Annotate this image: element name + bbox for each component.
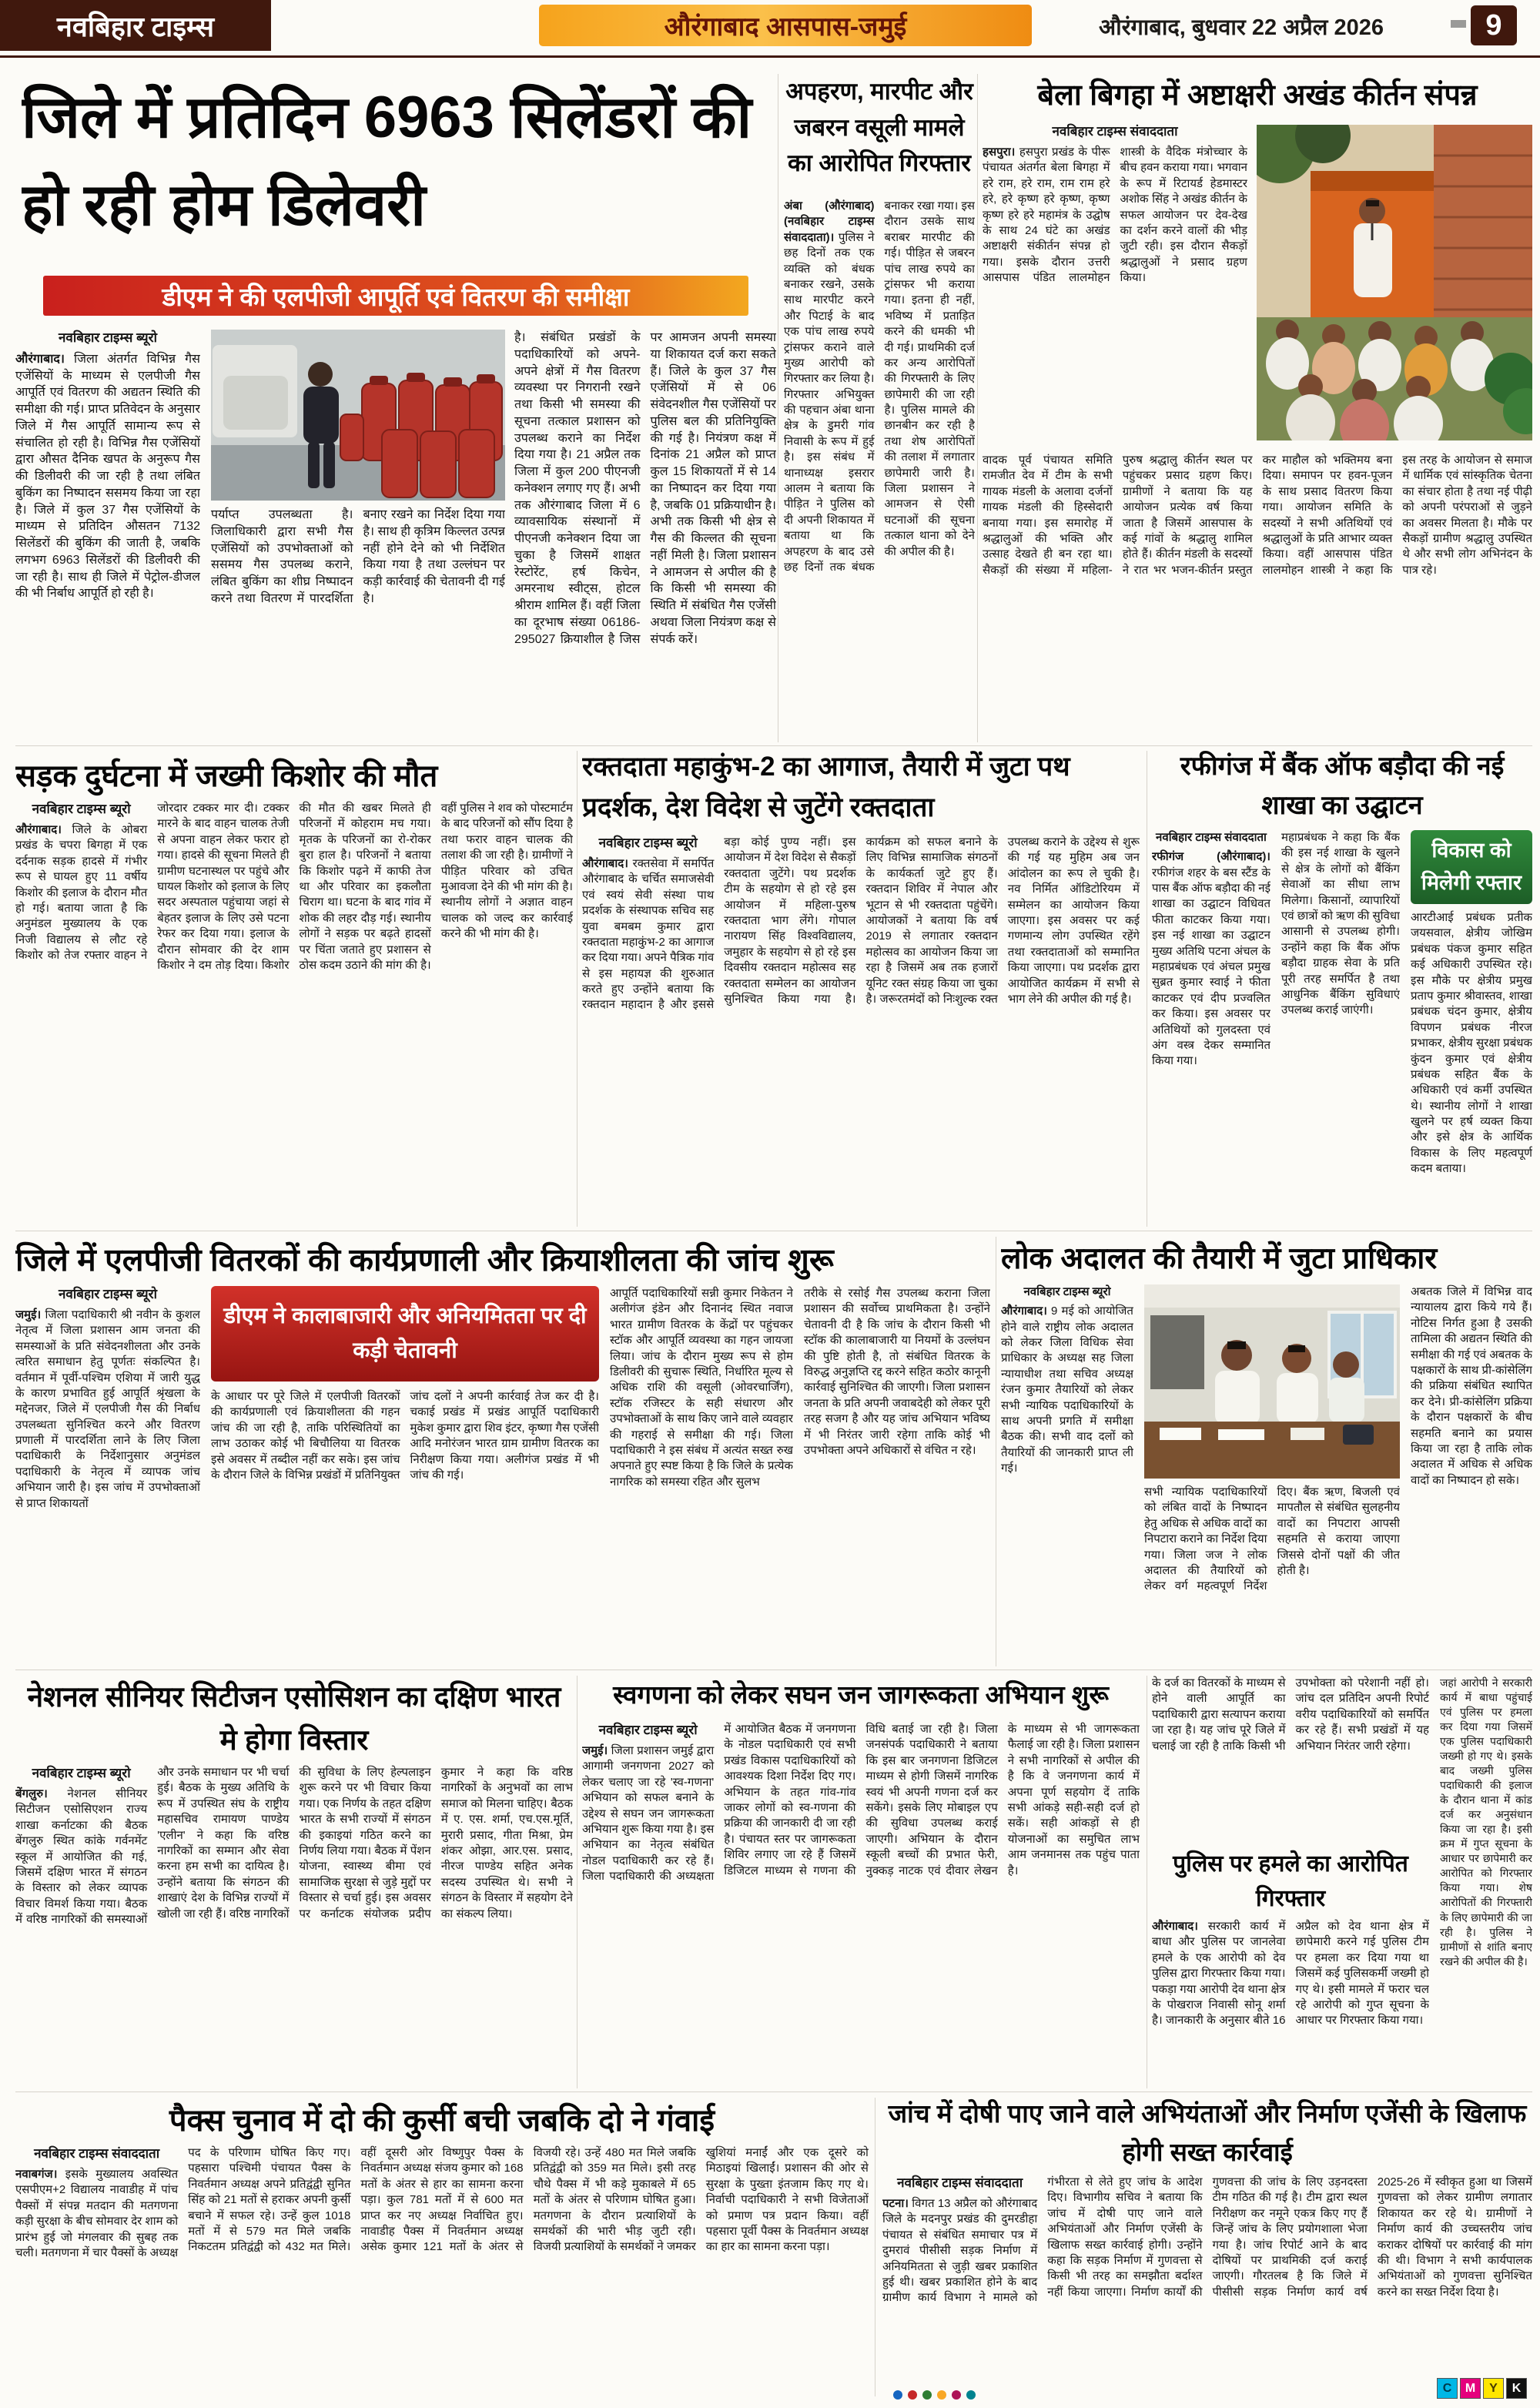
article-kidnap-body-text: पुलिस ने छह दिनों तक एक व्यक्ति को बंधक बनाकर रखने, उसके साथ मारपीट करने और पिटाई के बाद एक पांच लाख रुपये ट्रांसफर कराने वाले मुख्य आरोपी को गिरफ्तार कर लिया है। गिरफ्तार अभियुक्त की पहचान अंबा थाना क्षेत्र के डुमरी गांव निवासी के रूप में हुई है। इस संबंध में थानाध्यक्ष इसरार आलम ने बताया कि पीड़ित ने पुलिस को दी अपनी शिकायत में बताया था कि अपहरण के बाद उसे छह दिनों तक बंधक बनाकर रखा गया। इस दौरान उसके साथ बराबर मारपीट की गई। पीड़ित से जबरन पांच लाख रुपये का ट्रांसफर भी कराया गया। इतना ही नहीं, भविष्य में प्रताड़ित करने की धमकी भी दी गई। प्राथमिकी दर्ज कर अन्य आरोपितों की गिरफ्तारी के लिए छापेमारी की जा रही है। पुलिस मामले की छानबीन कर रही है तथा शेष आरोपितों की तलाश में लगातार छापेमारी जारी है। जिला प्रशासन ने आमजन से ऐसी घटनाओं की सूचना तत्काल थाना को देने की अपील की है। (784, 199, 975, 574)
article-inspection-headline: जिले में एलपीजी वितरकों की कार्यप्रणाली और क्रियाशीलता की जांच शुरू (15, 1242, 834, 1278)
page-number-tick (1451, 20, 1466, 28)
cmyk-registration-marks (1437, 2378, 1527, 2399)
page-number-text: 9 (1485, 8, 1502, 42)
cmyk-k: K (1506, 2378, 1527, 2399)
article-inspection-mid (211, 1286, 599, 1666)
article-inspection-byline: नवबिहार टाइम्स ब्यूरो (58, 1287, 158, 1301)
divider (577, 751, 578, 1227)
article-inspection-body-1-text: जिला पदाधिकारी श्री नवीन के कुशल नेतृत्व में जिला प्रशासन आम जनता की समस्याओं के प्रति संवेदनशीलता और उनके त्वरित समाधान हेतु पूर्णतः संकल्पित है। वर्तमान में पूर्वी-पश्चिम एशिया में जारी युद्ध के कारण प्रभावित हुई आपूर्ति श्रृंखला के मद्देनजर, जिले में एलपीजी गैस की निर्बाध उपलब्धता सुनिश्चित करने और वितरण प्रणाली में पारदर्शिता लाने के लिए जिला पदाधिकारी के निर्देशानुसार अनुमंडल पदाधिकारी के नेतृत्व में व्यापक जांच अभियान जारी है। इस जांच में उपभोक्ताओं से प्राप्त शिकायतों (15, 1308, 200, 1510)
article-senior-body-text: नेशनल सीनियर सिटीजन एसोसिएशन राज्य शाखा कर्नाटका की बैठक बेंगलुरु स्थित कांके गर्वनमेंट स्कूल में आयोजित की गई, जिसमें दक्षिण भारत में संगठन के विस्तार को लेकर व्यापक विचार विमर्श किया गया। बैठक में वरिष्ठ नागरिकों की समस्याओं और उनके समाधान पर भी चर्चा हुई। बैठक के मुख्य अतिथि के रूप में उपस्थित संघ के राष्ट्रीय महासचिव रामायण पाण्डेय 'एलीन' ने कहा कि वरिष्ठ नागरिकों का सम्मान और सेवा करना हम सभी का दायित्व है। उन्होंने बताया कि संगठन की शाखाएं देश के विभिन्न राज्यों में खोली जा रही हैं। वरिष्ठ नागरिकों की सुविधा के लिए हेल्पलाइन शुरू करने पर भी विचार किया गया। एक निर्णय के तहत दक्षिण भारत के सभी राज्यों में संगठन की इकाइयां गठित करने का निर्णय लिया गया। बैठक में पेंशन योजना, स्वास्थ्य बीमा एवं सामाजिक सुरक्षा से जुड़े मुद्दों पर विस्तार से चर्चा हुई। इस अवसर पर कर्नाटक संयोजक प्रदीप कुमार ने कहा कि वरिष्ठ नागरिकों के अनुभवों का लाभ समाज को मिलना चाहिए। बैठक में ए. एस. शर्मा, एच.एस.मूर्ति, मुरारी प्रसाद, गीता मिश्रा, प्रेम शंकर ओझा, आर.एस. प्रसाद, नीरज पाण्डेय सहित अनेक सदस्य उपस्थित थे। सभी ने संगठन के विस्तार में सहयोग देने का संकल्प लिया। (15, 1766, 573, 1927)
article-road-body (882, 2175, 1532, 2396)
article-blood-byline: नवबिहार टाइम्स ब्यूरो (598, 836, 698, 850)
article-inspection-body-4 (804, 1286, 990, 1666)
article-bank-body-3-text: आरटीआई प्रबंधक प्रतीक जयसवाल, क्षेत्रीय जोखिम प्रबंधक पंकज कुमार सहित कई अधिकारी उपस्थित रहे। इस मौके पर क्षेत्रीय प्रमुख प्रताप कुमार श्रीवास्तव, शाखा प्रबंधक चंदन कुमार, क्षेत्रीय विपणन प्रबंधक नीरज प्रभाकर, क्षेत्रीय सुरक्षा प्रबंधक कुंदन कुमार एवं क्षेत्रीय प्रबंधक सहित बैंक के अधिकारी एवं कर्मी उपस्थित थे। स्थानीय लोगों ने शाखा खुलने पर हर्ष व्यक्त किया और इसे क्षेत्र के आर्थिक विकास के लिए महत्वपूर्ण कदम बताया। (1411, 911, 1532, 1176)
article-lpg-headline: जिले में प्रतिदिन 6963 सिलेंडरों की हो रही होम डिलेवरी (22, 85, 752, 238)
section-banner-text: औरंगाबाद आसपास-जमुई (664, 12, 907, 42)
article-kidnap (784, 74, 975, 742)
article-road-body-text: विगत 13 अप्रैल को औरंगाबाद जिले के मदनपुर प्रखंड की दुमरडीहा पंचायत से संबंधित समाचार पत्र में दुमरावं पीसीसी सड़क निर्माण में अनियमितता से जुड़ी खबर प्रकाशित हुई थी। खबर प्रकाशित होने के बाद ग्रामीण कार्य विभाग ने मामले को गंभीरता से लेते हुए जांच के आदेश दिए। विभागीय सचिव ने बताया कि जांच में दोषी पाए जाने वाले अभियंताओं और निर्माण एजेंसी के खिलाफ सख्त कार्रवाई होगी। उन्होंने कहा कि सड़क निर्माण में गुणवत्ता से किसी भी तरह का समझौता बर्दाश्त नहीं किया जाएगा। निर्माण कार्यों की गुणवत्ता की जांच के लिए उड़नदस्ता टीम गठित की गई है। टीम द्वारा स्थल निरीक्षण कर नमूने एकत्र किए गए हैं जिन्हें जांच के लिए प्रयोगशाला भेजा गया है। जांच रिपोर्ट आने के बाद दोषियों पर प्राथमिकी दर्ज कराई जाएगी। गौरतलब है कि जिले में पीसीसी सड़क निर्माण कार्य वर्ष 2025-26 में स्वीकृत हुआ था जिसमें गुणवत्ता को लेकर ग्रामीण लगातार शिकायत कर रहे थे। ग्रामीणों ने निर्माण कार्य की उच्चस्तरीय जांच कराकर दोषियों पर कार्रवाई की मांग की थी। विभाग ने सभी कार्यपालक अभियंताओं को गुणवत्ता सुनिश्चित करने का सख्त निर्देश दिया है। (882, 2175, 1532, 2305)
article-kidnap-headline: अपहरण, मारपीट और जबरन वसूली मामले का आरोपित गिरफ्तार (785, 78, 973, 176)
article-kirtan-left (983, 123, 1247, 440)
article-lok-adalat-byline: नवबिहार टाइम्स ब्यूरो (1023, 1285, 1111, 1298)
article-senior (15, 1676, 573, 2088)
article-inspection-warning-box: डीएम ने कालाबाजारी और अनियमितता पर दी कड़ी चेतावनी (211, 1286, 599, 1382)
article-police-body-text: सरकारी कार्य में बाधा और पुलिस पर जानलेवा हमले के एक आरोपी को देव पुलिस द्वारा गिरफ्तार किया गया। पकड़ा गया आरोपी देव थाना क्षेत्र के पोखराज निवासी सोनू शर्मा है। जानकारी के अनुसार बीते 16 अप्रैल को देव थाना क्षेत्र में छापेमारी करने गई पुलिस टीम पर हमला कर दिया गया था जिसमें कई पुलिसकर्मी जख्मी हो गए थे। इसी मामले में फरार चल रहे आरोपी को गुप्त सूचना के आधार पर गिरफ्तार किया गया। (1152, 1920, 1429, 2028)
article-census-byline: नवबिहार टाइम्स ब्यूरो (598, 1723, 698, 1737)
article-inspection-dateline: जमुई। (15, 1308, 42, 1321)
article-pacs-body-text: इसके मुख्यालय अवस्थित एसपीएम+2 विद्यालय नावाडीह में पांच पैक्सों में संपन्न मतदान की मतगणना कड़ी सुरक्षा के बीच सोमवार देर शाम को प्रारंभ हुई जो मंगलवार की सुबह तक चली। मतगणना में चार पैक्सों के अध्यक्ष पद के परिणाम घोषित किए गए। पहसारा पश्चिमी पंचायत पैक्स के निवर्तमान अध्यक्ष अपने प्रतिद्वंद्वी सुनित सिंह को 21 मतों से हराकर अपनी कुर्सी बचाने में सफल रहे। उन्हें कुल 1018 मतों में से 579 मत मिले जबकि निकटतम प्रतिद्वंद्वी को 432 मत मिले। वहीं दूसरी ओर विष्णुपुर पैक्स के निवर्तमान अध्यक्ष संजय कुमार को 168 मतों के अंतर से हार का सामना करना पड़ा। कुल 781 मतों में से 600 मत प्राप्त कर नए अध्यक्ष निर्वाचित हुए। नावाडीह पैक्स में निवर्तमान अध्यक्ष असेक कुमार 121 मतों के अंतर से विजयी रहे। उन्हें 480 मत मिले जबकि प्रतिद्वंद्वी को 359 मत मिले। इसी तरह चौथे पैक्स में भी कड़े मुकाबले में 65 मतों के अंतर से परिणाम घोषित हुआ। मतगणना के दौरान प्रत्याशियों के समर्थकों की भारी भीड़ जुटी रही। विजयी प्रत्याशियों के समर्थकों ने जमकर खुशियां मनाईं और एक दूसरे को मिठाइयां खिलाईं। प्रशासन की ओर से सुरक्षा के पुख्ता इंतजाम किए गए थे। निर्वाची पदाधिकारी ने सभी विजेताओं को प्रमाण पत्र प्रदान किया। वहीं पहसारा पूर्वी पैक्स के निवर्तमान अध्यक्ष का हार का सामना करना पड़ा। (15, 2146, 869, 2259)
article-road (882, 2095, 1532, 2396)
article-lok-adalat-body-1-text: 9 मई को आयोजित होने वाले राष्ट्रीय लोक अदालत को लेकर जिला विधिक सेवा प्राधिकार के अध्यक्ष सह जिला न्यायाधीश तथा सचिव अध्यक्ष रंजन कुमार तैयारियों को लेकर सभी न्यायिक पदाधिकारियों के साथ अपनी प्रगति में समीक्षा बैठक की। सभी वाद दलों को तैयारियों की जानकारी प्राप्त ली गई। (1001, 1304, 1133, 1475)
dot-magenta (952, 2390, 961, 2400)
article-inspection (15, 1237, 990, 1666)
article-senior-body (15, 1765, 573, 2088)
article-blood-headline: रक्तदाता महाकुंभ-2 का आगाज, तैयारी में जुटा पथ प्रदर्शक, देश विदेश से जुटेंगे रक्तदाता (582, 752, 1070, 822)
article-lpg-body-3-text: है। संबंधित प्रखंडों के पदाधिकारियों को अपने-अपने क्षेत्रों में गैस वितरण व्यवस्था पर निगरानी रखने तथा किसी भी समस्या की सूचना तत्काल प्रशासन को उपलब्ध कराने का निर्देश दिया गया है। 21 अप्रैल तक जिला में कुल 200 पीएनजी कनेक्शन लगाए गए हैं। अभी तक औरंगाबाद जिला में 6 व्यावसायिक संस्थानों में पीएनजी कनेक्शन दिया जा चुका है जिसमें शाक्षत रेस्टोरेंट, हर्ष किचेन, अमरनाथ स्वीट्स, होटल श्रीराम शामिल हैं। वहीं जिला का दूरभाष संख्या 06186-295027 क्रियाशील है जिस पर आमजन अपनी समस्या या शिकायत दर्ज करा सकते हैं। जिले के कुल 37 गैस एजेंसियों में से 06 संवेदनशील गैस एजेंसियों पर पुलिस बल की प्रतिनियुक्ति की गई है। नियंत्रण कक्ष में दिनांक 21 अप्रैल को प्राप्त कुल 15 शिकायतों में से 14 का निष्पादन कर दिया गया है, जबकि 01 प्रक्रियाधीन है। अभी तक किसी भी क्षेत्र से गैस की किल्लत की सूचना नहीं मिली है। जिला प्रशासन ने आमजन से अपील की है कि किसी भी समस्या की स्थिति में संबंधित गैस एजेंसी अथवा जिला नियंत्रण कक्ष से संपर्क करें। (514, 331, 776, 646)
article-pacs (15, 2098, 869, 2396)
article-blood-dateline: औरंगाबाद। (582, 856, 628, 870)
article-accident-body-text: जिले के ओबरा प्रखंड के चपरा बिगहा में एक दर्दनाक सड़क हादसे में गंभीर रूप से घायल हुए 11 वर्षीय किशोर की इलाज के दौरान मौत हो गई। बताया जाता है कि अनुमंडल मुख्यालय के एक निजी विद्यालय से लौट रहे किशोर को तेज रफ्तार वाहन ने जोरदार टक्कर मार दी। टक्कर मारने के बाद वाहन चालक तेजी से अपना वाहन लेकर फरार हो गया। हादसे की सूचना मिलते ही ग्रामीण घटनास्थल पर पहुंचे और घायल किशोर को इलाज के लिए सदर अस्पताल पहुंचाया जहां से बेहतर इलाज के लिए उसे पटना रेफर कर दिया गया। इलाज के दौरान सोमवार की देर शाम किशोर ने दम तोड़ दिया। किशोर की मौत की खबर मिलते ही परिजनों में कोहराम मच गया। मृतक के परिजनों का रो-रोकर बुरा हाल है। परिजनों ने बताया कि किशोर पढ़ने में काफी तेज था और परिवार का इकलौता चिराग था। घटना के बाद गांव में शोक की लहर दौड़ गई। स्थानीय लोगों ने सड़क पर बढ़ते हादसों पर चिंता जताते हुए प्रशासन से ठोस कदम उठाने की मांग की है। वहीं पुलिस ने शव को पोस्टमार्टम के बाद परिजनों को सौंप दिया है तथा फरार वाहन चालक की तलाश की जा रही है। ग्रामीणों ने पीड़ित परिवार को उचित मुआवजा देने की भी मांग की है। स्थानीय लोगों ने अज्ञात वाहन चालक को जल्द कर कार्रवाई करने की भी मांग की है। (15, 802, 573, 972)
article-police-headline: पुलिस पर हमले का आरोपित गिरफ्तार (1173, 1851, 1408, 1911)
article-lok-adalat-headline: लोक अदालत की तैयारी में जुटा प्राधिकार (1001, 1242, 1438, 1275)
article-lpg-body-2 (211, 507, 505, 741)
article-road-byline: नवबिहार टाइम्स संवाददाता (897, 2175, 1023, 2190)
article-kirtan-body-below (983, 453, 1532, 742)
article-census-headline: स्वगणना को लेकर सघन जन जागरूकता अभियान शुरू (613, 1680, 1109, 1709)
article-kirtan-dateline: हसपुरा। (983, 145, 1016, 159)
divider (577, 1676, 578, 2088)
article-lok-adalat (1001, 1237, 1532, 1666)
article-lpg-subhead: डीएम ने की एलपीजी आपूर्ति एवं वितरण की समीक्षा (43, 276, 748, 316)
article-bank-highlight-box: विकास को मिलेगी रफ्तार (1411, 830, 1532, 904)
article-bank-body-3 (1411, 910, 1532, 1221)
article-accident-byline: नवबिहार टाइम्स ब्यूरो (32, 802, 131, 816)
article-accident-dateline: औरंगाबाद। (15, 822, 62, 836)
article-blood-body-text: रक्तसेवा में समर्पित औरंगाबाद के चर्चित समाजसेवी एवं स्वयं सेवी संस्था पाथ प्रदर्शक के संस्थापक सचिव सह युवा बमबम कुमार द्वारा रक्तदाता महाकुंभ-2 का आगाज कर दिया गया। अपने पैत्रिक गांव से इस महायज्ञ की शुरुआत करते हुए उन्होंने बताया कि रक्तदान महादान है और इससे बड़ा कोई पुण्य नहीं। इस आयोजन में देश विदेश से सैकड़ों रक्तदाता जुटेंगे। पथ प्रदर्शक टीम के सहयोग से हो रहे इस आयोजन में महिला-पुरुष रक्तदाता भाग लेंगे। गोपाल नारायण सिंह विश्वविद्यालय, जमुहार के सहयोग से हो रहे इस दिवसीय रक्तदान महोत्सव सह रक्तदाता सम्मेलन का आयोजन सुनिश्चित किया गया है। कार्यक्रम को सफल बनाने के लिए विभिन्न सामाजिक संगठनों के कार्यकर्ता जुटे हुए हैं। रक्तदान शिविर में नेपाल और भूटान से भी रक्तदाता पहुंचेंगे। आयोजकों ने बताया कि वर्ष 2019 से लगातार रक्तदान महोत्सव का आयोजन किया जा रहा है जिसमें अब तक हजारों यूनिट रक्त संग्रह किया जा चुका है। जरूरतमंदों को निःशुल्क रक्त उपलब्ध कराने के उद्देश्य से शुरू की गई यह मुहिम अब जन आंदोलन का रूप ले चुकी है। नव निर्मित ऑडिटोरियम में सम्मेलन का आयोजन किया जाएगा। इस अवसर पर कई गणमान्य लोग उपस्थित रहेंगे तथा रक्तदाताओं को सम्मानित किया जाएगा। पथ प्रदर्शक द्वारा आयोजित कार्यक्रम में सभी से भाग लेने की अपील की गई है। (582, 836, 1140, 1012)
article-accident-headline: सड़क दुर्घटना में जख्मी किशोर की मौत (15, 759, 438, 793)
article-bank-body-2 (1281, 830, 1400, 1224)
article-lok-adalat-dateline: औरंगाबाद। (1001, 1304, 1047, 1318)
article-kirtan-body-side (983, 145, 1247, 436)
article-police-side-col (1440, 1676, 1532, 2088)
article-bank-byline: नवबिहार टाइम्स संवाददाता (1156, 831, 1267, 844)
article-lok-adalat-mid (1144, 1284, 1400, 1666)
article-pacs-headline: पैक्स चुनाव में दो की कुर्सी बची जबकि दो ने गंवाई (169, 2104, 715, 2138)
article-kidnap-dateline: अंबा (औरंगाबाद) (नवबिहार टाइम्स संवाददाता)। (784, 199, 875, 244)
article-police-dateline: औरंगाबाद। (1152, 1920, 1198, 1933)
article-lok-adalat-body-2 (1144, 1485, 1400, 1666)
photo-lpg-cylinders (211, 330, 505, 501)
article-inspection-body-2-text: के आधार पर पूरे जिले में एलपीजी वितरकों की कार्यप्रणाली एवं क्रियाशीलता की गहन जांच की जा रही है, ताकि परिस्थितियों का लाभ उठाकर कोई भी बिचौलिया या वितरक इसे अवसर में तब्दील नहीं कर सके। इस जांच के दौरान जिले के विभिन्न प्रखंडों में प्रतिनियुक्त जांच दलों ने अपनी कार्रवाई तेज कर दी है। चकाई प्रखंड में प्रखंड आपूर्ति पदाधिकारी मुकेश कुमार द्वारा शिव इंटर, कृष्णा गैस एजेंसी आदि मनोरंजन भारत ग्राम ग्रामीण वितरक का निरीक्षण किया गया। अलीगंज प्रखंड में भी जांच की गई। (211, 1390, 599, 1482)
article-kirtan-byline: नवबिहार टाइम्स संवाददाता (1052, 124, 1178, 139)
article-lpg-body-3 (514, 330, 776, 742)
article-bank-col1 (1152, 830, 1270, 1224)
color-registration-dots (893, 2390, 976, 2400)
article-lok-adalat-body-2-text: सभी न्यायिक पदाधिकारियों को लंबित वादों के निष्पादन हेतु अधिक से अधिक वादों का निपटारा कराने का निर्देश दिया गया। जिला जज ने लोक अदालत की तैयारियों को लेकर वर्ग महत्वपूर्ण निर्देश दिए। बैंक ऋण, बिजली एवं मापतौल से संबंधित सुलहनीय वादों का निपटारा आपसी सहमति से कराया जाएगा जिससे दोनों पक्षों की जीत होती है। (1144, 1485, 1400, 1593)
article-census-dateline: जमुई। (582, 1743, 608, 1757)
article-police-side-col-text: जहां आरोपी ने सरकारी कार्य में बाधा पहुंचाई एवं पुलिस पर हमला कर दिया गया जिसमें एक पुलिस पदाधिकारी जख्मी हो गए थे। इसके बाद जख्मी पुलिस पदाधिकारी की इलाज के दौरान थाना में कांड दर्ज कर अनुसंधान किया जा रहा है। इसी क्रम में गुप्त सूचना के आधार पर छापेमारी कर आरोपित को गिरफ्तार किया गया। शेष आरोपितों की गिरफ्तारी के लिए छापेमारी की जा रही है। पुलिस ने ग्रामीणों से शांति बनाए रखने की अपील की है। (1440, 1676, 1532, 1968)
header-rule (0, 55, 1540, 58)
article-lpg-dateline: औरंगाबाद। (15, 352, 65, 366)
article-accident (15, 753, 573, 1227)
article-bank (1152, 747, 1532, 1227)
article-lpg-body-2-text: पर्याप्त उपलब्धता है। जिलाधिकारी द्वारा सभी गैस एजेंसियों को उपभोक्ताओं को ससमय गैस उपलब्ध कराने, लंबित बुकिंग का शीघ्र निष्पादन करने तथा वितरण में पारदर्शिता बनाए रखने का निर्देश दिया गया है। साथ ही कृत्रिम किल्लत उत्पन्न नहीं होने देने को भी निर्देशित किया गया है तथा उल्लंघन पर कड़ी कार्रवाई की चेतावनी दी गई है। (211, 508, 505, 605)
article-senior-byline: नवबिहार टाइम्स ब्यूरो (32, 1766, 131, 1780)
dot-green (922, 2390, 932, 2400)
article-bank-body-2-text: महाप्रबंधक ने कहा कि बैंक की इस नई शाखा के खुलने से क्षेत्र के लोगों को बैंकिंग सेवाओं का सीधा लाभ मिलेगा। किसानों, व्यापारियों एवं छात्रों को ऋण की सुविधा आसानी से उपलब्ध होगी। उन्होंने कहा कि बैंक ऑफ बड़ौदा ग्राहक सेवा के प्रति पूरी तरह समर्पित है तथा आधुनिक बैंकिंग सुविधाएं उपलब्ध कराई जाएंगी। (1281, 831, 1400, 1017)
article-kidnap-body (784, 199, 975, 738)
article-lpg (15, 74, 776, 742)
article-kirtan-headline: बेला बिगहा में अष्टाक्षरी अखंड कीर्तन संपन्न (1037, 79, 1478, 112)
article-lpg-col1 (15, 330, 200, 742)
article-inspection-body-3-text: आपूर्ति पदाधिकारियों सन्नी कुमार निकेतन ने अलीगंज इंडेन और दिनानंद स्थित नवाज भारत ग्रामीण वितरक के केंद्रों पर पहुंचकर स्टॉक और आपूर्ति व्यवस्था का गहन जायजा लिया। जांच के दौरान मुख्य रूप से होम डिलीवरी की सुचारू स्थिति, निर्धारित मूल्य से अधिक राशि की वसूली (ओवरचार्जिंग), स्टॉक रजिस्टर के सही संधारण और उपभोक्ताओं के साथ किए जाने वाले व्यवहार की गहराई से समीक्षा की गई। जिला पदाधिकारी ने इस संबंध में अत्यंत सख्त रुख अपनाते हुए स्पष्ट किया है कि जिले के प्रत्येक नागरिक को समस्या रहित और सुलभ (610, 1287, 793, 1489)
divider (15, 745, 1532, 746)
article-pacs-byline: नवबिहार टाइम्स संवाददाता (34, 2146, 160, 2161)
article-inspection-body-3 (610, 1286, 793, 1666)
article-inspection-body-1 (15, 1308, 200, 1660)
article-kirtan-body-side-text: हसपुरा प्रखंड के पीरू पंचायत अंतर्गत बेला बिगहा में हरे राम, हरे राम, राम राम हरे हरे, हरे कृष्ण हरे कृष्ण, कृष्ण कृष्ण हरे हरे महामंत्र के उद्घोष के साथ 24 घंटे का अखंड अष्टाक्षरी संकीर्तन संपन्न हो गया। इसके दौरान उत्तरी आसपास पंडित लालमोहन शास्त्री के वैदिक मंत्रोच्चार के बीच हवन कराया गया। भगवान के रूप में रिटायर्ड हेडमास्टर अशोक सिंह ने अखंड कीर्तन के सफल आयोजन पर देव-देख का दर्शन करने वालों की भीड़ जुटी रही। इस दौरान सैकड़ों श्रद्धालुओं ने प्रसाद ग्रहण किया। (983, 145, 1247, 285)
photo-lok-adalat-meeting (1144, 1284, 1400, 1479)
article-bank-dateline: रफीगंज (औरंगाबाद)। (1152, 850, 1270, 864)
article-lpg-body-1-text: जिला अंतर्गत विभिन्न गैस एजेंसियों के माध्यम से एलपीजी गैस आपूर्ति एवं वितरण की अद्यतन स्थिति की समीक्षा की गई। प्राप्त प्रतिवेदन के अनुसार जिले में गैस आपूर्ति सामान्य रूप से संचालित हो रही है। विभिन्न गैस एजेंसियों द्वारा औसत दैनिक खपत के अनुरूप गैस की डिलीवरी की जा रही है तथा लंबित बुकिंग का निष्पादन ससमय किया जा रहा है। जिले में कुल 37 गैस एजेंसियों के माध्यम से प्रतिदिन औसतन 7132 सिलेंडरों की बुकिंग की जाती है, जबकि लगभग 6963 सिलेंडरों की डिलीवरी की जा रही है। साथ ही जिले में पेट्रोल-डीजल की भी निर्बाध आपूर्ति हो रही है। (15, 352, 200, 601)
article-senior-dateline: बेंगलुरु। (15, 1787, 48, 1800)
article-blood (582, 747, 1140, 1227)
dot-cyan (966, 2390, 976, 2400)
cmyk-c: C (1437, 2378, 1458, 2399)
edition-dateline (1041, 8, 1441, 45)
article-lpg-body-1 (15, 351, 200, 736)
article-kirtan (983, 74, 1532, 742)
article-lpg-mid (211, 330, 505, 742)
article-census (582, 1676, 1140, 2088)
edition-dateline-text: औरंगाबाद, बुधवार 22 अप्रैल 2026 (1098, 15, 1384, 40)
article-lok-adalat-body-3 (1411, 1284, 1532, 1666)
article-pacs-dateline: नवाबगंज। (15, 2167, 58, 2181)
article-census-body (582, 1722, 1140, 2088)
article-road-dateline: पटना। (882, 2196, 909, 2210)
article-accident-body (15, 801, 573, 1224)
article-inspection-body-2 (211, 1389, 599, 1666)
masthead-title-text: नवबिहार टाइम्स (56, 10, 215, 42)
article-police-continuation (1152, 1676, 1429, 1839)
article-lpg-byline: नवबिहार टाइम्स ब्यूरो (58, 330, 158, 345)
article-lok-adalat-body-1 (1001, 1304, 1133, 1643)
article-senior-headline: नेशनल सीनियर सिटीजन एसोसिशन का दक्षिण भारत मे होगा विस्तार (27, 1681, 561, 1756)
dot-blue (893, 2390, 902, 2400)
article-inspection-body-4-text: तरीके से रसोई गैस उपलब्ध कराना जिला प्रशासन की सर्वोच्च प्राथमिकता है। उन्होंने चेतावनी दी है कि जांच के दौरान किसी भी स्टॉक की कालाबाजारी या नियमों के उल्लंघन की पुष्टि होती है, तो संबंधित वितरक के विरुद्ध अनुज्ञप्ति रद्द करने सहित कठोर कानूनी कार्रवाई सुनिश्चित की जाएगी। जिला प्रशासन जनता के प्रति अपनी जवाबदेही को लेकर पूरी तरह सजग है और यह जांच अभियान भविष्य में भी निरंतर जारी रहेगा ताकि कोई भी उपभोक्ता अपने अधिकारों से वंचित न रहे। (804, 1287, 990, 1457)
dot-red (908, 2390, 917, 2400)
article-blood-body (582, 835, 1140, 1224)
masthead-title (0, 0, 271, 51)
cmyk-y: Y (1483, 2378, 1504, 2399)
article-census-body-text: जिला प्रशासन जमुई द्वारा आगामी जनगणना 2027 को लेकर चलाए जा रहे 'स्व-गणना' अभियान को सफल बनाने के उद्देश्य से सघन जन जागरूकता अभियान शुरू किया गया है। इस अभियान का नेतृत्व संबंधित नोडल पदाधिकारी कर रहे हैं। जिला पदाधिकारी की अध्यक्षता में आयोजित बैठक में जनगणना के नोडल पदाधिकारी एवं सभी प्रखंड विकास पदाधिकारियों को आवश्यक दिशा निर्देश दिए गए। अभियान के तहत गांव-गांव जाकर लोगों को स्व-गणना की प्रक्रिया की जानकारी दी जा रही है। पंचायत स्तर पर जागरूकता शिविर लगाए जा रहे हैं जिसमें डिजिटल माध्यम से गणना की विधि बताई जा रही है। जिला जनसंपर्क पदाधिकारी ने बताया कि इस बार जनगणना डिजिटल माध्यम से होगी जिसमें नागरिक स्वयं भी अपनी गणना दर्ज कर सकेंगे। इसके लिए मोबाइल एप की सुविधा उपलब्ध कराई जाएगी। अभियान के दौरान स्कूली बच्चों की प्रभात फेरी, नुक्कड़ नाटक एवं दीवार लेखन के माध्यम से भी जागरूकता फैलाई जा रही है। जिला प्रशासन ने सभी नागरिकों से अपील की है कि वे जनगणना कार्य में अपना पूर्ण सहयोग दें ताकि सभी आंकड़े सही-सही दर्ज हो सकें। सही आंकड़ों से ही योजनाओं का समुचित लाभ आम जनमानस तक पहुंच पाता है। (582, 1723, 1140, 1884)
article-lok-adalat-col1 (1001, 1284, 1133, 1666)
article-bank-body-1 (1152, 849, 1270, 1196)
article-police-continuation-text: के दर्ज का वितरकों के माध्यम से होने वाली आपूर्ति का पदाधिकारी द्वारा सत्यापन कराया जा रहा है। यह जांच पूरे जिले में चलाई जा रही है ताकि किसी भी उपभोक्ता को परेशानी नहीं हो। जांच दल प्रतिदिन अपनी रिपोर्ट वरीय पदाधिकारियों को समर्पित कर रहे हैं। सभी प्रखंडों में यह अभियान निरंतर जारी रहेगा। (1152, 1676, 1429, 1753)
divider (977, 74, 978, 742)
page-number (1471, 5, 1517, 45)
section-banner (539, 5, 1032, 46)
article-inspection-col1 (15, 1286, 200, 1666)
article-bank-body-1-text: रफीगंज शहर के बस स्टैंड के पास बैंक ऑफ बड़ौदा की नई शाखा का उद्घाटन विधिवत फीता काटकर किया गया। इस नई शाखा का उद्घाटन मुख्य अतिथि पटना अंचल के महाप्रबंधक एवं अंचल प्रमुख सुब्रत कुमार स्वाई ने फीता काटकर एवं दीप प्रज्वलित कर किया। इस अवसर पर अतिथियों को गुलदस्ता एवं अंग वस्त्र देकर सम्मानित किया गया। (1152, 866, 1270, 1068)
article-lok-adalat-body-3-text: अबतक जिले में विभिन्न वाद न्यायालय द्वारा किये गये हैं। नोटिस निर्गत हुआ है उसकी तामिला की अद्यतन स्थिति की समीक्षा की गई एवं अबतक के पक्षकारों के साथ प्री-कांसेलिंग की प्रक्रिया संबंधित स्थापित कर देने। प्री-कांसेलिंग प्रक्रिया के दौरान पक्षकारों के बीच सहमति बनाने का प्रयास किया जा रहा है ताकि लोक अदालत में अधिक से अधिक वादों का निष्पादन हो सके। (1411, 1285, 1532, 1487)
article-bank-col3 (1411, 830, 1532, 1224)
article-police-body (1152, 1919, 1429, 2088)
photo-kirtan-gathering (1257, 125, 1532, 440)
cmyk-m: M (1460, 2378, 1481, 2399)
dot-yellow (937, 2390, 946, 2400)
article-road-headline: जांच में दोषी पाए जाने वाले अभियंताओं और निर्माण एजेंसी के खिलाफ होगी सख्त कार्रवाई (888, 2099, 1527, 2166)
article-bank-headline: रफीगंज में बैंक ऑफ बड़ौदा की नई शाखा का उद्घाटन (1180, 752, 1505, 820)
article-kirtan-body-below-text: वादक पूर्व पंचायत समिति रामजीत देव में टीम के सभी गायक मंडली के अलावा दर्जनों गायक मंडली की हिस्सेदारी बनाया गया। इस समारोह में श्रद्धालुओं की भक्ति और उत्साह देखते ही बन रहा था। सैकड़ों की संख्या में महिला-पुरुष श्रद्धालु कीर्तन स्थल पर पहुंचकर प्रसाद ग्रहण किए। ग्रामीणों ने बताया कि यह आयोजन प्रत्येक वर्ष किया जाता है जिसमें आसपास के कई गांवों के श्रद्धालु शामिल होते हैं। कीर्तन मंडली के सदस्यों ने रात भर भजन-कीर्तन प्रस्तुत कर माहौल को भक्तिमय बना दिया। समापन पर हवन-पूजन के साथ प्रसाद वितरण किया गया। आयोजन समिति के सदस्यों ने सभी अतिथियों एवं श्रद्धालुओं के प्रति आभार व्यक्त किया। वहीं आसपास पंडित लालमोहन शास्त्री ने कहा कि इस तरह के आयोजन से समाज में धार्मिक एवं सांस्कृतिक चेतना का संचार होता है तथा नई पीढ़ी को अपनी परंपराओं से जुड़ने का अवसर मिलता है। मौके पर सैकड़ों ग्रामीण श्रद्धालु उपस्थित थे और सभी लोग अभिनंदन के पात्र रहे। (983, 454, 1532, 577)
article-police (1152, 1676, 1532, 2088)
article-pacs-body (15, 2145, 869, 2393)
officials (1215, 1340, 1364, 1425)
